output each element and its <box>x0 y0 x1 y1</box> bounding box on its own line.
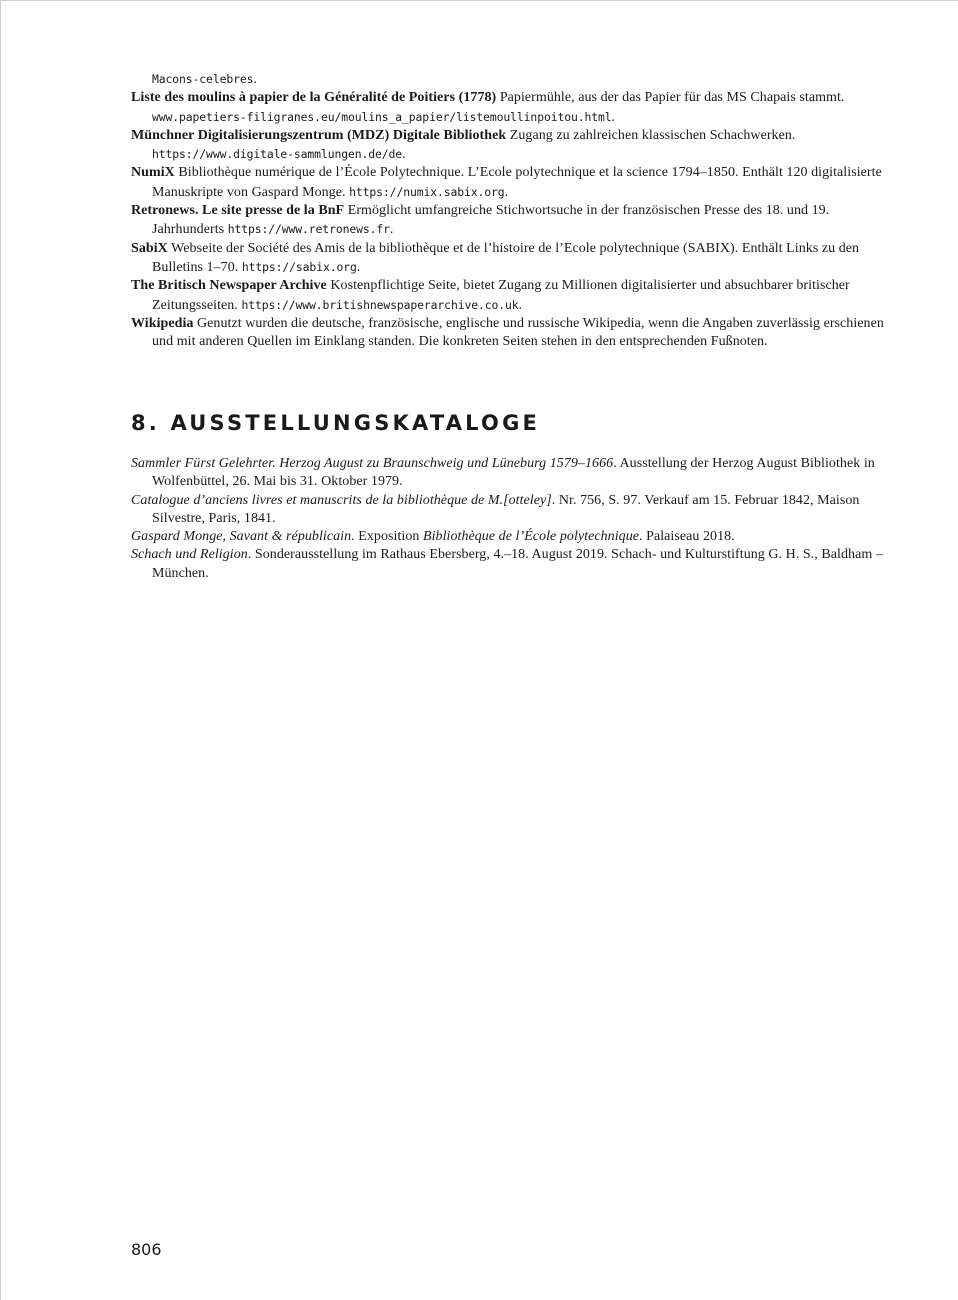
entry-text: Papiermühle, aus der das Papier für das MS Chapais stammt. <box>496 90 845 106</box>
catalog-entry <box>131 492 901 529</box>
list-item-continuation: Macons-celebres. <box>152 72 257 87</box>
entry-title: Liste des moulins à papier de la Généralité de Poitiers (1778) <box>131 90 497 106</box>
list-item: Retronews. Le site presse de la BnF Ermöglicht umfangreiche Stichwortsuche in der französischen Presse des 18. und 19. Jahrhunderts https://www.retronews.fr. <box>131 203 830 238</box>
link-url[interactable]: https://www.britishnewspaperarchive.co.uk <box>241 297 519 312</box>
list-item <box>131 315 891 352</box>
catalog-text: . Nr. 756, S. 97. Verkauf am 15. Februar 1842, Maison Silvestre, Paris, 1841. <box>152 492 860 526</box>
catalog-text: . Exposition <box>351 529 423 545</box>
catalog-title: Gaspard Monge, Savant & républicain <box>131 529 352 545</box>
catalog-title: Sammler Fürst Gelehrter. Herzog August zu Braunschweig und Lüneburg 1579–1666 <box>131 456 614 471</box>
online-sources-list <box>131 70 891 351</box>
list-item: Münchner Digitalisierungszentrum (MDZ) Digitale Bibliothek Zugang zu zahlreichen klassischen Schachwerken. https://www.digitale-sammlungen.de/de. <box>131 127 796 163</box>
entry-title: SabiX <box>131 240 168 256</box>
entry-text: Bibliothèque numérique de l’École Polytechnique. L’Ecole polytechnique et la science 1794–1850. Enthält 120 digitalisierte Manuskripte von Gaspard Monge. <box>152 165 882 200</box>
entry-title: NumiX <box>131 165 175 181</box>
catalog-text: . Sonderausstellung im Rathaus Ebersberg, 4.–18. August 2019. Schach- und Kulturstiftung G. H. S., Baldham – München. <box>152 547 883 581</box>
link-url[interactable]: https://www.retronews.fr <box>227 222 390 237</box>
entry-title: Münchner Digitalisierungszentrum (MDZ) Digitale Bibliothek <box>131 127 507 143</box>
link-url[interactable]: www.papetiers-filigranes.eu/moulins_a_papier/listemoullinpoitou.html <box>152 109 612 124</box>
page-border-left <box>0 0 1 1300</box>
catalog-entry <box>131 455 901 492</box>
entry-text: Webseite der Société des Amis de la bibliothèque et de l’histoire de l’Ecole polytechnique (SABIX). Enthält Links zu den Bulletins 1–70. <box>152 240 860 275</box>
catalog-title: Catalogue d’anciens livres et manuscrits de la bibliothèque de M.[otteley] <box>131 492 552 508</box>
page-border-top <box>0 0 958 1</box>
entry-text: Ermöglicht umfangreiche Stichwortsuche in der französischen Presse des 18. und 19. Jahrhunderts <box>152 203 830 238</box>
catalog-entry <box>131 528 901 546</box>
catalog-entry <box>131 546 901 583</box>
list-item: SabiX Webseite der Société des Amis de la bibliothèque et de l’histoire de l’Ecole polytechnique (SABIX). Enthält Links zu den Bulletins 1–70. https://sabix.org. <box>131 240 860 275</box>
section-heading: 8. AUSSTELLUNGSKATALOGE <box>131 411 541 435</box>
catalog-title: Schach und Religion <box>131 547 248 563</box>
entry-text: Kostenpflichtige Seite, bietet Zugang zu Millionen digitalisierter und absuchbarer britischer Zeitungsseiten. <box>152 278 850 313</box>
list-item: NumiX Bibliothèque numérique de l’École Polytechnique. L’Ecole polytechnique et la science 1794–1850. Enthält 120 digitalisierte Manuskripte von Gaspard Monge. https://numix.sabix.org. <box>131 165 882 200</box>
list-item: Liste des moulins à papier de la Généralité de Poitiers (1778) Papiermühle, aus der das Papier für das MS Chapais stammt. www.papetiers-filigranes.eu/moulins_a_papier/listemoullinpoitou.html. <box>131 90 845 125</box>
link-url[interactable]: https://www.digitale-sammlungen.de/de <box>152 147 403 162</box>
entry-text: Genutzt wurden die deutsche, französische, englische und russische Wikipedia, wenn die Angaben zuverlässig erschienen und mit anderen Quellen im Einklang standen. Die konkreten Seiten stehen in den entsprechenden Fußnoten. <box>152 315 884 350</box>
entry-title: The Britisch Newspaper Archive <box>131 278 327 294</box>
page-number: 806 <box>131 1240 162 1259</box>
catalog-venue: Bibliothèque de l’École polytechnique <box>422 529 640 545</box>
exhibition-catalogs-list <box>131 455 901 583</box>
link-url[interactable]: https://numix.sabix.org <box>349 184 505 199</box>
link-url[interactable]: https://sabix.org <box>241 259 357 274</box>
list-item: The Britisch Newspaper Archive Kostenpflichtige Seite, bietet Zugang zu Millionen digitalisierter und absuchbarer britischer Zeitungsseiten. https://www.britishnewspaperarchive.co.uk. <box>131 278 850 313</box>
entry-title: Retronews. Le site presse de la BnF <box>131 203 345 219</box>
catalog-text: . Palaiseau 2018. <box>639 529 735 545</box>
catalog-text: . Ausstellung der Herzog August Bibliothek in Wolfenbüttel, 26. Mai bis 31. Oktober 1979. <box>152 456 875 490</box>
entry-title: Wikipedia <box>131 315 194 331</box>
link-url[interactable]: Macons-celebres <box>152 72 254 86</box>
entry-text: Zugang zu zahlreichen klassischen Schachwerken. <box>506 127 796 143</box>
